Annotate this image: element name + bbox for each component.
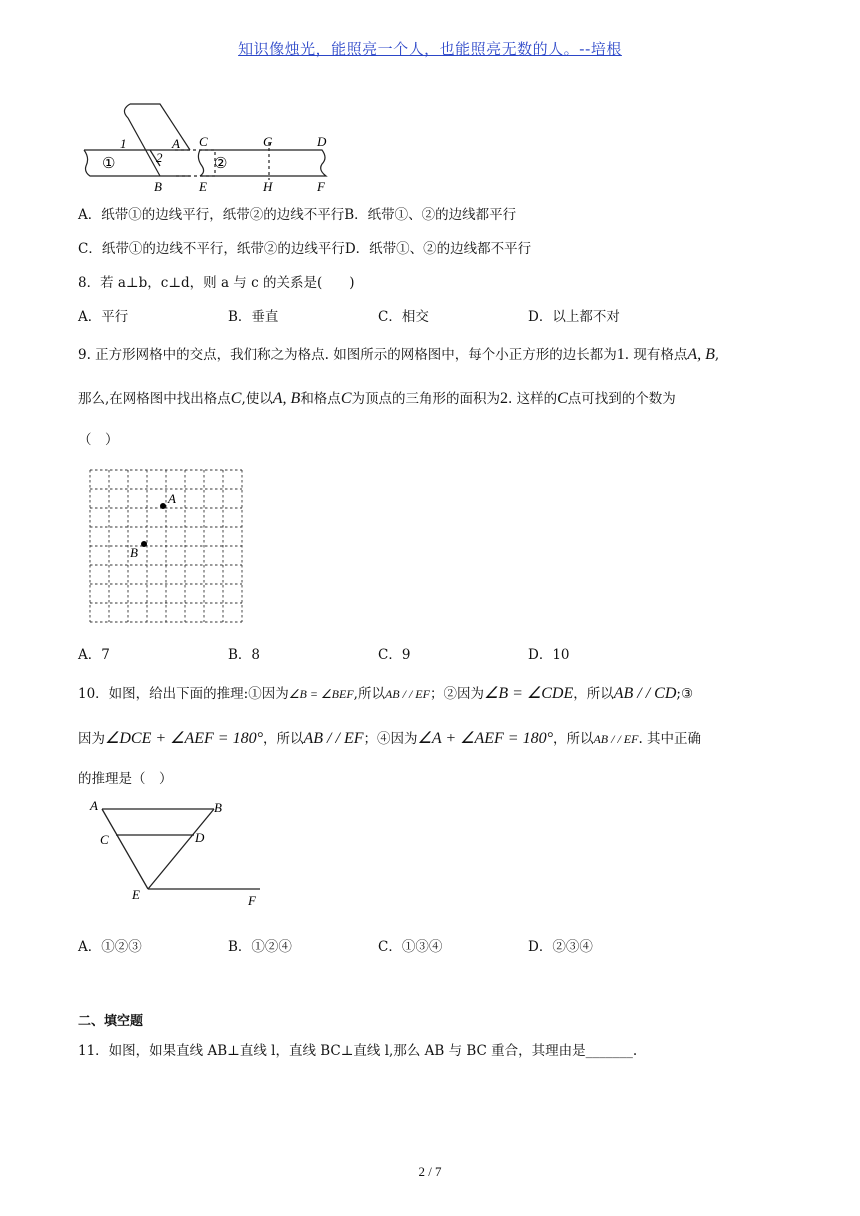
- q9-math: 2: [499, 390, 508, 407]
- q10-math: ∠B = ∠CDE: [483, 685, 574, 702]
- q9-math: C: [340, 390, 352, 407]
- q9-option-d: D．10: [528, 647, 570, 663]
- fig7-label-d: D: [317, 134, 327, 149]
- q8-option-b: B．垂直: [228, 309, 279, 325]
- q8-stem: 8．若 a⊥b，c⊥d，则 a 与 c 的关系是( ): [78, 275, 355, 291]
- triangle-figure: [82, 796, 282, 916]
- q10-option-d: D．②③④: [528, 939, 593, 955]
- tri-label-d: D: [195, 830, 205, 845]
- q10-math: AB / / EF: [593, 732, 639, 746]
- q9-math: A, B: [687, 346, 715, 363]
- q10-text: ；④因为: [363, 731, 418, 747]
- q10-text: 10．如图，给出下面的推理:①因为: [78, 686, 289, 702]
- q10-text: ，所以: [263, 731, 304, 747]
- q10-stem-line1: [78, 682, 693, 703]
- q9-option-b: B．8: [228, 647, 261, 663]
- tri-label-a: A: [90, 798, 98, 813]
- q9-text: 点可找到的个数为: [567, 391, 676, 407]
- q8-option-a: A．平行: [78, 309, 129, 325]
- q10-math: AB / / CD: [613, 685, 677, 702]
- grid-figure: [86, 466, 246, 626]
- q9-text: 9. 正方形网格中的交点，我们称之为格点. 如图所示的网格图中，每个小正方形的边长都为: [78, 347, 617, 363]
- grid-label-a: A: [168, 491, 176, 506]
- q10-option-a: A．①②③: [78, 939, 142, 955]
- q9-stem-line2: [78, 387, 676, 408]
- q9-stem-line3: （ ）: [78, 432, 119, 448]
- q10-text: ；②因为: [429, 686, 484, 702]
- q10-text: ,所以: [353, 686, 385, 702]
- q9-text: . 这样的: [507, 391, 558, 407]
- q9-text: . 现有格点: [624, 347, 688, 363]
- q8-option-d: D．以上都不对: [528, 309, 620, 325]
- q9-text: 那么,在网格图中找出格点: [78, 391, 231, 407]
- fig7-label-a: A: [172, 136, 180, 151]
- q10-text: ，所以: [573, 686, 614, 702]
- q10-option-b: B．①②④: [228, 939, 292, 955]
- q11-stem: 11．如图，如果直线 AB⊥直线 l，直线 BC⊥直线 l,那么 AB 与 BC 重合，其理由是_______.: [78, 1043, 638, 1059]
- q9-text: ,使以: [241, 391, 273, 407]
- grid-point-a: [160, 503, 166, 509]
- section-title-fill-in: 二、填空题: [78, 1014, 144, 1029]
- tri-label-e: E: [132, 887, 140, 902]
- tri-label-f: F: [248, 893, 256, 908]
- q9-math: 1: [616, 346, 625, 363]
- q9-text: ,: [714, 347, 720, 363]
- grid-point-b: [141, 541, 147, 547]
- q10-math: ∠DCE + ∠AEF = 180°: [105, 730, 263, 747]
- q10-math: AB / / EF: [303, 730, 364, 747]
- q10-stem-line3: 的推理是（ ）: [78, 771, 173, 787]
- fig7-strip-1: ①: [102, 156, 116, 172]
- q10-text: ，所以: [552, 731, 594, 747]
- q7-options-ab: A．纸带①的边线平行，纸带②的边线不平行B．纸带①、②的边线都平行: [78, 207, 517, 223]
- q9-math: C: [557, 390, 568, 407]
- q7-options-cd: C．纸带①的边线不平行，纸带②的边线平行D．纸带①、②的边线都不平行: [78, 241, 532, 257]
- q9-math: C: [230, 390, 242, 407]
- fig7-label-h: H: [263, 179, 273, 194]
- page-header-quote: 知识像烛光，能照亮一个人，也能照亮无数的人。--培根: [238, 40, 622, 58]
- q9-option-c: C．9: [378, 647, 411, 663]
- tri-label-c: C: [100, 832, 109, 847]
- q10-math: ∠B = ∠BEF: [288, 687, 354, 701]
- q9-stem-line1: [78, 343, 719, 364]
- q9-option-a: A．7: [78, 647, 110, 663]
- paper-strip-figure: [0, 0, 860, 200]
- tri-label-b: B: [214, 800, 222, 815]
- fig7-label-2: 2: [156, 150, 163, 165]
- q10-option-c: C．①③④: [378, 939, 443, 955]
- q9-text: 为顶点的三角形的面积为: [351, 391, 500, 407]
- fig7-label-b: B: [154, 179, 162, 194]
- q10-text: . 其中正确: [638, 731, 702, 747]
- q10-stem-line2: [78, 727, 701, 748]
- fig7-strip-2: ②: [214, 156, 228, 172]
- q9-math: A, B: [272, 390, 301, 407]
- grid-label-b: B: [130, 545, 138, 560]
- fig7-label-c: C: [199, 134, 208, 149]
- q9-text: 和格点: [300, 391, 341, 407]
- fig7-label-g: G: [263, 134, 273, 149]
- fig7-label-e: E: [199, 179, 207, 194]
- fig7-label-1: 1: [120, 136, 127, 151]
- q8-option-c: C．相交: [378, 309, 429, 325]
- q10-math: ∠A + ∠AEF = 180°: [417, 730, 553, 747]
- q10-text: ;③: [676, 686, 694, 702]
- page-number: 2 / 7: [418, 1164, 442, 1179]
- q10-text: 因为: [78, 731, 105, 747]
- fig7-label-f: F: [317, 179, 325, 194]
- q10-math: AB / / EF: [384, 687, 430, 701]
